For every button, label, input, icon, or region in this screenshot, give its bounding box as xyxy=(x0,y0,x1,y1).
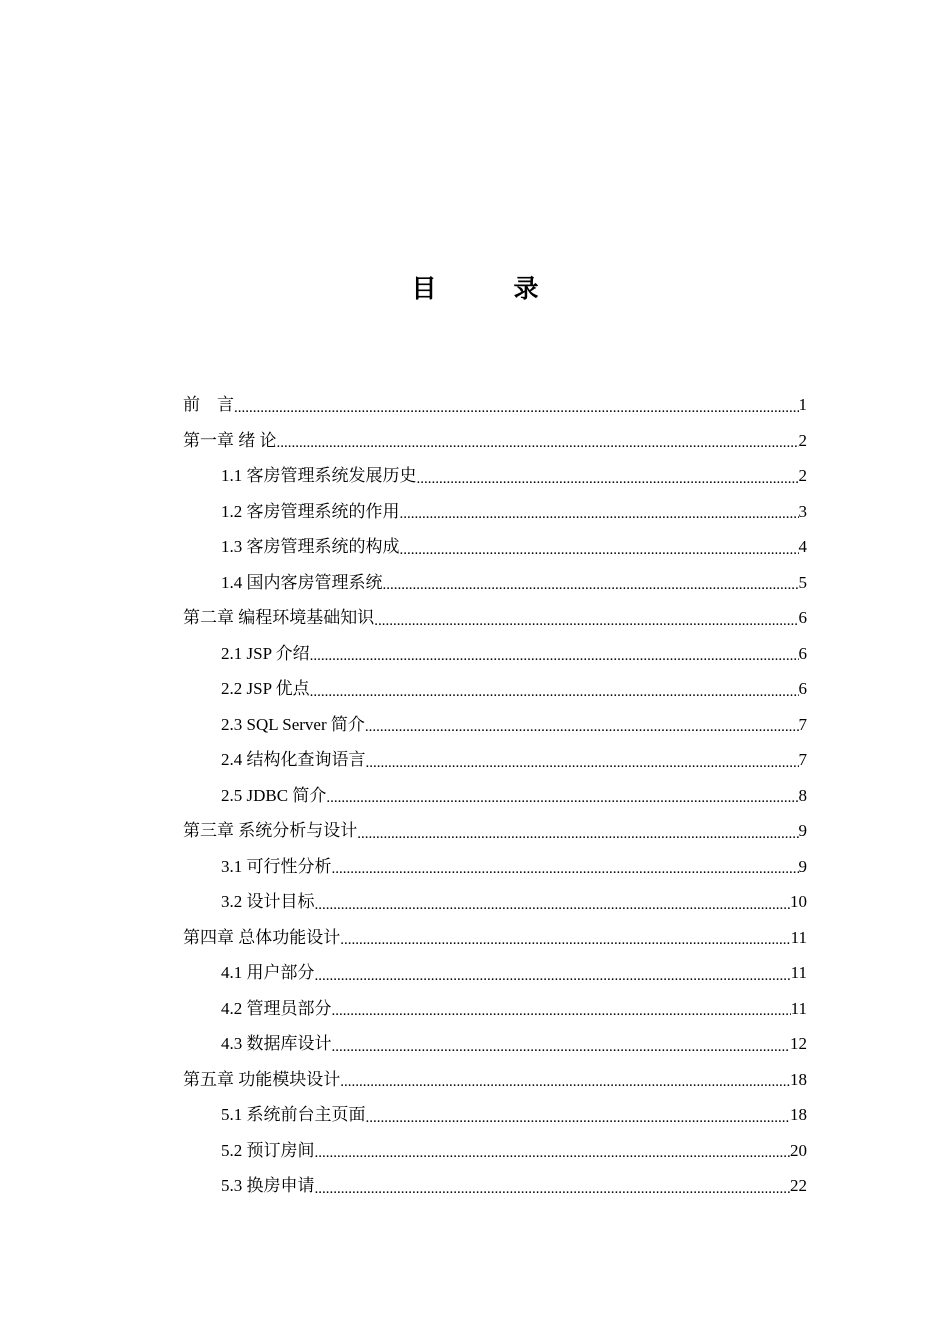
toc-entry-label: 前 言 xyxy=(183,395,234,414)
toc-entry-page: 8 xyxy=(798,785,807,805)
toc-entry-page: 20 xyxy=(790,1140,807,1160)
toc-entry-label: 5.3 换房申请 xyxy=(221,1176,315,1195)
toc-entry[interactable] xyxy=(183,494,807,530)
toc-entry[interactable] xyxy=(183,423,807,459)
toc-entry[interactable] xyxy=(183,1062,807,1098)
toc-entry-page: 11 xyxy=(790,927,807,947)
toc-entry[interactable] xyxy=(183,1168,807,1204)
table-of-contents xyxy=(183,387,807,1204)
toc-entry-page: 11 xyxy=(790,963,807,982)
toc-entry-page: 7 xyxy=(798,750,807,769)
toc-leader xyxy=(383,570,799,600)
toc-entry-label: 第一章 绪 论 xyxy=(183,430,277,450)
toc-entry[interactable] xyxy=(183,849,807,885)
toc-entry[interactable] xyxy=(183,813,807,849)
toc-entry-page: 6 xyxy=(798,643,807,663)
toc-leader xyxy=(417,464,799,494)
toc-leader xyxy=(315,1174,791,1204)
toc-leader xyxy=(340,925,790,955)
toc-entry[interactable] xyxy=(183,1097,807,1133)
toc-entry[interactable] xyxy=(183,671,807,707)
toc-entry[interactable] xyxy=(183,565,807,601)
toc-entry-label: 2.3 SQL Server 简介 xyxy=(221,714,365,734)
toc-leader xyxy=(366,1103,791,1133)
toc-entry-label: 2.1 JSP 介绍 xyxy=(221,643,310,663)
toc-entry-page: 18 xyxy=(790,1105,807,1124)
toc-leader xyxy=(234,393,799,423)
toc-entry-label: 5.2 预订房间 xyxy=(221,1140,315,1160)
toc-leader xyxy=(315,1138,791,1168)
toc-entry[interactable] xyxy=(183,1026,807,1062)
toc-leader xyxy=(365,712,799,742)
toc-entry-page: 1 xyxy=(798,395,807,414)
toc-entry-page: 10 xyxy=(790,892,807,911)
toc-entry[interactable] xyxy=(183,636,807,672)
toc-entry[interactable] xyxy=(183,707,807,743)
toc-leader xyxy=(315,890,791,920)
toc-entry-page: 18 xyxy=(790,1069,807,1089)
toc-entry-label: 1.4 国内客房管理系统 xyxy=(221,572,383,592)
toc-leader xyxy=(326,783,798,813)
toc-entry[interactable] xyxy=(183,742,807,778)
toc-leader xyxy=(366,748,799,778)
toc-entry-label: 2.4 结构化查询语言 xyxy=(221,750,366,769)
toc-entry-label: 3.1 可行性分析 xyxy=(221,856,332,876)
toc-entry-label: 1.3 客房管理系统的构成 xyxy=(221,537,400,556)
toc-entry-page: 6 xyxy=(798,608,807,627)
toc-entry-label: 3.2 设计目标 xyxy=(221,892,315,911)
toc-entry[interactable] xyxy=(183,778,807,814)
toc-entry-label: 第三章 系统分析与设计 xyxy=(183,821,358,840)
toc-entry-label: 4.2 管理员部分 xyxy=(221,998,332,1018)
toc-entry-label: 2.5 JDBC 简介 xyxy=(221,785,327,805)
toc-entry-page: 12 xyxy=(790,1034,807,1053)
toc-leader xyxy=(332,854,799,884)
toc-entry-page: 2 xyxy=(798,430,807,450)
toc-leader xyxy=(374,606,798,636)
toc-leader xyxy=(400,535,799,565)
toc-entry-page: 5 xyxy=(798,572,807,592)
toc-entry[interactable] xyxy=(183,1133,807,1169)
toc-entry-label: 第四章 总体功能设计 xyxy=(183,927,341,947)
toc-entry-page: 4 xyxy=(798,537,807,556)
toc-entry-page: 7 xyxy=(798,714,807,734)
toc-entry-label: 4.1 用户部分 xyxy=(221,963,315,982)
toc-leader xyxy=(340,1067,790,1097)
toc-leader xyxy=(310,641,799,671)
toc-leader xyxy=(310,677,799,707)
toc-leader xyxy=(332,1032,791,1062)
toc-entry-label: 2.2 JSP 优点 xyxy=(221,679,310,698)
toc-entry-page: 22 xyxy=(790,1176,807,1195)
toc-entry[interactable] xyxy=(183,458,807,494)
toc-leader xyxy=(332,996,791,1026)
toc-leader xyxy=(277,428,799,458)
toc-entry[interactable] xyxy=(183,920,807,956)
toc-entry-label: 4.3 数据库设计 xyxy=(221,1034,332,1053)
toc-entry[interactable] xyxy=(183,529,807,565)
toc-entry-page: 11 xyxy=(790,998,807,1018)
toc-entry[interactable] xyxy=(183,955,807,991)
page-title: 目 录 xyxy=(411,276,565,303)
toc-entry[interactable] xyxy=(183,884,807,920)
toc-entry[interactable] xyxy=(183,600,807,636)
toc-entry-label: 第二章 编程环境基础知识 xyxy=(183,608,375,627)
toc-entry-page: 3 xyxy=(798,501,807,521)
toc-entry-label: 5.1 系统前台主页面 xyxy=(221,1105,366,1124)
toc-leader xyxy=(400,499,799,529)
toc-entry-page: 9 xyxy=(798,856,807,876)
toc-leader xyxy=(315,961,791,991)
toc-entry-label: 1.2 客房管理系统的作用 xyxy=(221,501,400,521)
toc-entry-page: 6 xyxy=(798,679,807,698)
toc-entry-page: 2 xyxy=(798,466,807,485)
toc-leader xyxy=(357,819,798,849)
toc-entry-label: 1.1 客房管理系统发展历史 xyxy=(221,466,417,485)
toc-entry[interactable] xyxy=(183,387,807,423)
toc-entry-label: 第五章 功能模块设计 xyxy=(183,1069,341,1089)
toc-entry-page: 9 xyxy=(798,821,807,840)
toc-entry[interactable] xyxy=(183,991,807,1027)
